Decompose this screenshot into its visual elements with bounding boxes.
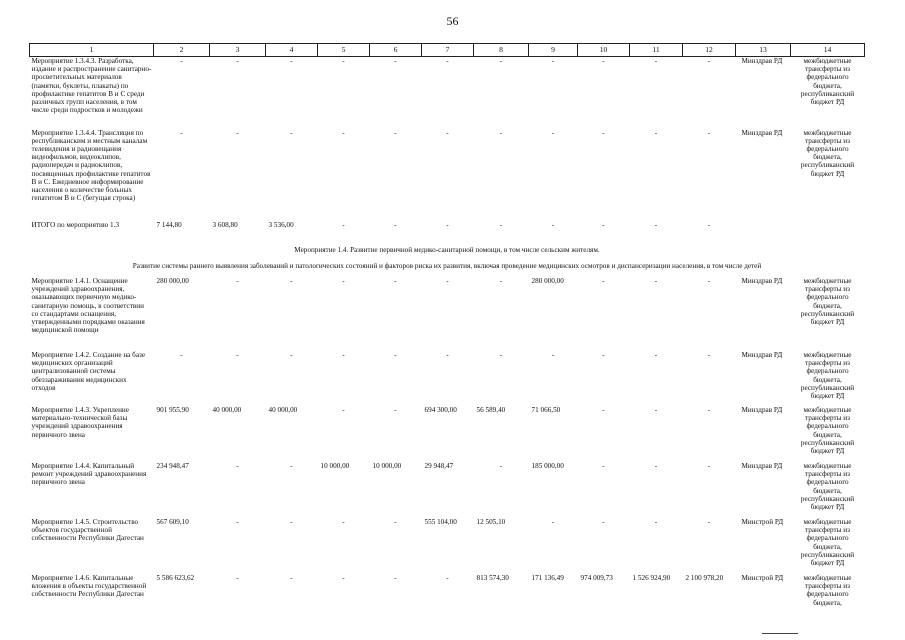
amount-cell: 813 574,30 [476, 573, 509, 582]
amount-cell: - [551, 220, 555, 229]
amount-cell: - [499, 276, 503, 285]
measure-name-cell: ИТОГО по мероприятию 1.3 [31, 220, 120, 229]
header-cell: 10 [578, 44, 630, 57]
table-row [30, 462, 865, 518]
amount-cell: - [342, 128, 345, 137]
executor-cell: Минстрой РД [741, 573, 784, 582]
amount-cell: - [394, 128, 397, 137]
amount-cell: - [342, 517, 345, 526]
amount-cell: - [602, 517, 605, 526]
amount-cell: - [342, 276, 345, 285]
amount-cell: 234 948,47 [156, 461, 189, 470]
amount-cell: - [342, 573, 345, 582]
measure-name-cell: Мероприятие 1.4.4. Капитальный ремонт учреждений здравоохранения первичного звена [31, 461, 147, 487]
amount-cell: - [446, 220, 449, 229]
amount-cell: - [551, 128, 555, 137]
amount-cell: 3 536,00 [268, 220, 294, 229]
funding-source-cell: межбюджетные трансферты из федерального бюджета, республиканский бюджет РД [800, 350, 855, 400]
executor-cell: Минздрав РД [741, 57, 783, 65]
amount-cell: - [602, 461, 605, 470]
table-row [30, 57, 865, 129]
header-cell: 13 [736, 44, 791, 57]
executor-cell [736, 221, 791, 239]
amount-cell: - [707, 350, 711, 359]
amount-cell: - [707, 405, 711, 414]
amount-cell: - [707, 461, 711, 470]
table-row [30, 221, 865, 239]
amount-cell: - [654, 350, 658, 359]
amount-cell: - [602, 220, 605, 229]
amount-cell: - [180, 350, 183, 359]
amount-cell: 71 066,50 [531, 405, 561, 414]
table-row [30, 351, 865, 406]
amount-cell: 1 526 924,90 [632, 573, 671, 582]
amount-cell: - [290, 517, 293, 526]
amount-cell: - [654, 517, 658, 526]
amount-cell: - [499, 461, 503, 470]
amount-cell: - [342, 405, 345, 414]
measure-name-cell: Мероприятие 1.3.4.4. Трансляция по республиканским и местным каналам телевидения и радиовещания видеофильмов, видеоклипов, радиопередач и радиоклипов, посвященных профилактике гепатитов В и С. Ежедневное информирование населения о количестве больных гепатитом В и С (бегущая строка) [31, 128, 151, 203]
amount-cell: 280 000,00 [156, 276, 189, 285]
header-cell: 2 [154, 44, 210, 57]
amount-cell: - [236, 461, 239, 470]
amount-cell: - [394, 276, 397, 285]
amount-cell: - [290, 350, 293, 359]
amount-cell: - [290, 57, 293, 65]
amount-cell: - [446, 350, 449, 359]
amount-cell: 2 100 978,20 [685, 573, 724, 582]
amount-cell: - [394, 350, 397, 359]
funding-source-cell [791, 221, 865, 239]
amount-cell: 12 505,10 [476, 517, 506, 526]
header-cell: 6 [370, 44, 422, 57]
amount-cell: - [654, 276, 658, 285]
program-table [29, 43, 865, 630]
header-cell: 5 [318, 44, 370, 57]
header-cell: 14 [791, 44, 865, 57]
amount-cell: 29 948,47 [424, 461, 454, 470]
measure-name-cell: Мероприятие 1.4.5. Строительство объектов государственной собственности Республики Дагестан [31, 517, 144, 543]
table-row [30, 574, 865, 630]
footer-mark [762, 633, 798, 634]
section-title: Мероприятие 1.4. Развитие первичной медико-санитарной помощи, в том числе сельским жителям. [294, 245, 600, 254]
funding-source-cell: межбюджетные трансферты из федерального бюджета, [803, 573, 852, 607]
amount-cell: - [446, 276, 449, 285]
executor-cell: Минздрав РД [741, 461, 783, 470]
amount-cell: - [290, 276, 293, 285]
header-cell: 9 [529, 44, 578, 57]
amount-cell: - [236, 276, 239, 285]
funding-source-cell: межбюджетные трансферты из федерального бюджета, республиканский бюджет РД [800, 128, 855, 178]
executor-cell: Минздрав РД [741, 276, 783, 285]
amount-cell: - [602, 405, 605, 414]
amount-cell: 901 955,90 [156, 405, 189, 414]
amount-cell: 555 104,00 [424, 517, 457, 526]
amount-cell: 40 000,00 [212, 405, 242, 414]
funding-source-cell: межбюджетные трансферты из федерального бюджета, республиканский бюджет РД [800, 276, 855, 326]
amount-cell: - [707, 220, 711, 229]
funding-source-cell: межбюджетные трансферты из федерального бюджета, республиканский бюджет РД [800, 57, 855, 107]
measure-name-cell: Мероприятие 1.4.2. Создание на базе медицинских организаций централизованной системы обеззараживания медицинских отходов [31, 350, 146, 392]
table-row [30, 129, 865, 221]
executor-cell: Минздрав РД [741, 128, 783, 137]
amount-cell: - [446, 57, 449, 65]
funding-source-cell: межбюджетные трансферты из федерального бюджета, республиканский бюджет РД [800, 517, 855, 567]
amount-cell: 171 136,49 [531, 573, 564, 582]
executor-cell: Минздрав РД [741, 405, 783, 414]
amount-cell: 694 300,00 [424, 405, 457, 414]
executor-cell: Минздрав РД [741, 350, 783, 359]
amount-cell: - [394, 220, 397, 229]
amount-cell: - [551, 517, 555, 526]
amount-cell: - [602, 57, 605, 65]
measure-name-cell: Мероприятие 1.4.1. Оснащение учреждений здравоохранения, оказывающих первичную медико-санитарную помощь, в соответствии со стандартами оснащения, утвержденными порядками оказания медицинской помощи [31, 276, 145, 335]
amount-cell: - [707, 128, 711, 137]
amount-cell: - [654, 128, 658, 137]
amount-cell: - [394, 573, 397, 582]
amount-cell: 974 009,73 [580, 573, 613, 582]
header-cell: 3 [210, 44, 266, 57]
amount-cell: 56 589,40 [476, 405, 506, 414]
amount-cell: - [654, 57, 658, 65]
amount-cell: - [707, 276, 711, 285]
amount-cell: 7 144,80 [156, 220, 182, 229]
amount-cell: - [707, 517, 711, 526]
amount-cell: - [551, 350, 555, 359]
section-subtitle-row [30, 260, 865, 277]
amount-cell: - [290, 128, 293, 137]
amount-cell: 10 000,00 [320, 461, 350, 470]
amount-cell: - [551, 57, 555, 65]
amount-cell: - [394, 57, 397, 65]
header-row [30, 44, 865, 57]
amount-cell: 185 000,00 [531, 461, 564, 470]
measure-name-cell: Мероприятие 1.3.4.3. Разработка, издание и распространение санитарно-просветительных материалов (памятки, буклеты, плакаты) по профилактике гепатитов В и С среди различных групп населения, в том числе среди подростков и молодежи [31, 57, 152, 115]
table-row [30, 406, 865, 462]
page-number: 56 [446, 14, 459, 28]
amount-cell: 10 000,00 [372, 461, 402, 470]
amount-cell: - [342, 220, 345, 229]
amount-cell: - [499, 57, 503, 65]
amount-cell: - [236, 573, 239, 582]
amount-cell: 567 609,10 [156, 517, 189, 526]
amount-cell: - [602, 350, 605, 359]
amount-cell: - [180, 57, 183, 65]
header-cell: 4 [266, 44, 318, 57]
header-cell: 1 [30, 44, 154, 57]
amount-cell: - [342, 57, 345, 65]
amount-cell: 40 000,00 [268, 405, 298, 414]
amount-cell: - [394, 405, 397, 414]
header-cell: 11 [630, 44, 683, 57]
amount-cell: - [654, 220, 658, 229]
amount-cell: - [236, 517, 239, 526]
amount-cell: - [707, 57, 711, 65]
amount-cell: - [236, 57, 239, 65]
table-row [30, 277, 865, 351]
amount-cell: - [654, 461, 658, 470]
amount-cell: 5 586 623,62 [156, 573, 195, 582]
amount-cell: - [654, 405, 658, 414]
amount-cell: - [236, 350, 239, 359]
table-row [30, 518, 865, 574]
amount-cell: - [446, 573, 449, 582]
amount-cell: - [290, 573, 293, 582]
amount-cell: 280 000,00 [531, 276, 564, 285]
funding-source-cell: межбюджетные трансферты из федерального бюджета, республиканский бюджет РД [800, 405, 855, 455]
amount-cell: - [394, 517, 397, 526]
amount-cell: - [499, 350, 503, 359]
amount-cell: - [602, 128, 605, 137]
header-cell: 12 [683, 44, 736, 57]
amount-cell: - [180, 128, 183, 137]
amount-cell: - [236, 128, 239, 137]
measure-name-cell: Мероприятие 1.4.3. Укрепление материально-технической базы учреждений здравоохранения первичного звена [31, 405, 129, 439]
amount-cell: - [499, 128, 503, 137]
amount-cell: 3 608,80 [212, 220, 238, 229]
section-title-row [30, 239, 865, 260]
amount-cell: - [499, 220, 503, 229]
header-cell: 7 [422, 44, 474, 57]
section-subtitle: Развитие системы раннего выявления заболеваний и патологических состояний и факторов риска их развития, включая проведение медицинских осмотров и диспансеризации населения, в том числе детей [132, 261, 762, 270]
amount-cell: - [290, 461, 293, 470]
executor-cell: Минстрой РД [741, 517, 784, 526]
amount-cell: - [602, 276, 605, 285]
funding-source-cell: межбюджетные трансферты из федерального бюджета, республиканский бюджет РД [800, 461, 855, 511]
amount-cell: - [342, 350, 345, 359]
header-cell: 8 [474, 44, 529, 57]
amount-cell: - [446, 128, 449, 137]
measure-name-cell: Мероприятие 1.4.6. Капитальные вложения в объекты государственной собственности Республики Дагестан [31, 573, 147, 599]
